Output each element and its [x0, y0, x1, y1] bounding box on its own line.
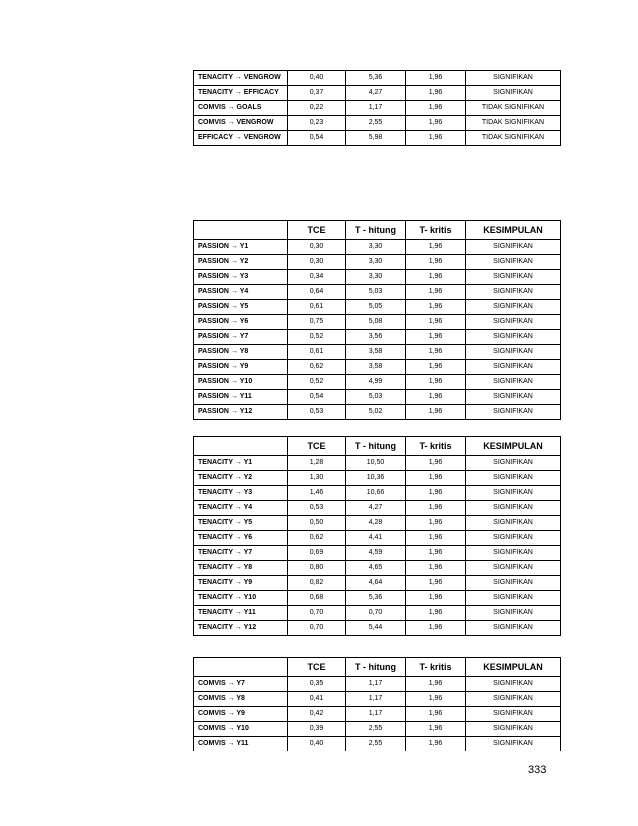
t-kritis-value: 1,96	[406, 606, 466, 621]
t-kritis-value: 1,96	[406, 116, 466, 131]
t-kritis-value: 1,96	[406, 471, 466, 486]
kesimpulan-value: SIGNIFIKAN	[466, 285, 561, 300]
t-hitung-value: 5,03	[346, 390, 406, 405]
kesimpulan-value: SIGNIFIKAN	[466, 531, 561, 546]
t-hitung-value: 3,30	[346, 270, 406, 285]
t-kritis-value: 1,96	[406, 240, 466, 255]
t-kritis-value: 1,96	[406, 576, 466, 591]
path-label: PASSION → Y12	[194, 405, 288, 420]
path-label: PASSION → Y4	[194, 285, 288, 300]
table-row	[194, 101, 561, 116]
t-hitung-value: 4,64	[346, 576, 406, 591]
kesimpulan-value: SIGNIFIKAN	[466, 300, 561, 315]
column-header: KESIMPULAN	[466, 658, 561, 677]
kesimpulan-value: SIGNIFIKAN	[466, 591, 561, 606]
comvis-results-table	[193, 657, 561, 751]
kesimpulan-value: SIGNIFIKAN	[466, 375, 561, 390]
t-hitung-value: 10,36	[346, 471, 406, 486]
tce-value: 0,69	[288, 546, 346, 561]
column-header: T- kritis	[406, 658, 466, 677]
tce-value: 0,39	[288, 722, 346, 737]
table-row	[194, 677, 561, 692]
t-hitung-value: 3,30	[346, 240, 406, 255]
path-label: TENACITY → Y5	[194, 516, 288, 531]
path-label: TENACITY → EFFICACY	[194, 86, 288, 101]
tce-value: 0,64	[288, 285, 346, 300]
t-kritis-value: 1,96	[406, 375, 466, 390]
tce-value: 1,30	[288, 471, 346, 486]
summary-table-top	[193, 70, 561, 146]
t-hitung-value: 5,98	[346, 131, 406, 146]
tce-value: 0,54	[288, 131, 346, 146]
t-kritis-value: 1,96	[406, 270, 466, 285]
tce-value: 0,41	[288, 692, 346, 707]
table-row	[194, 606, 561, 621]
table-row	[194, 516, 561, 531]
path-label: COMVIS → Y7	[194, 677, 288, 692]
path-label: EFFICACY → VENGROW	[194, 131, 288, 146]
path-label: TENACITY → Y4	[194, 501, 288, 516]
kesimpulan-value: SIGNIFIKAN	[466, 255, 561, 270]
t-hitung-value: 5,36	[346, 71, 406, 86]
path-label: COMVIS → Y10	[194, 722, 288, 737]
path-label: PASSION → Y9	[194, 360, 288, 375]
table-row	[194, 330, 561, 345]
passion-results-table	[193, 220, 561, 420]
path-label: TENACITY → Y11	[194, 606, 288, 621]
kesimpulan-value: TIDAK SIGNIFIKAN	[466, 116, 561, 131]
tenacity-results-table	[193, 436, 561, 636]
t-hitung-value: 4,65	[346, 561, 406, 576]
t-hitung-value: 0,70	[346, 606, 406, 621]
tce-value: 0,70	[288, 606, 346, 621]
t-kritis-value: 1,96	[406, 737, 466, 752]
column-header	[194, 437, 288, 456]
path-label: TENACITY → Y10	[194, 591, 288, 606]
path-label: TENACITY → Y7	[194, 546, 288, 561]
table-row	[194, 405, 561, 420]
table-header-row	[194, 221, 561, 240]
t-kritis-value: 1,96	[406, 707, 466, 722]
path-label: COMVIS → Y8	[194, 692, 288, 707]
kesimpulan-value: SIGNIFIKAN	[466, 456, 561, 471]
t-hitung-value: 4,27	[346, 501, 406, 516]
tce-value: 0,50	[288, 516, 346, 531]
kesimpulan-value: TIDAK SIGNIFIKAN	[466, 101, 561, 116]
t-kritis-value: 1,96	[406, 546, 466, 561]
tce-value: 0,40	[288, 71, 346, 86]
tce-value: 0,37	[288, 86, 346, 101]
t-kritis-value: 1,96	[406, 621, 466, 636]
kesimpulan-value: SIGNIFIKAN	[466, 677, 561, 692]
tce-value: 0,82	[288, 576, 346, 591]
t-kritis-value: 1,96	[406, 131, 466, 146]
table-row	[194, 240, 561, 255]
path-label: PASSION → Y11	[194, 390, 288, 405]
t-hitung-value: 5,44	[346, 621, 406, 636]
column-header: T- kritis	[406, 221, 466, 240]
tce-value: 0,40	[288, 737, 346, 752]
table-row	[194, 116, 561, 131]
table-row	[194, 255, 561, 270]
tce-value: 0,52	[288, 375, 346, 390]
t-kritis-value: 1,96	[406, 300, 466, 315]
table-row	[194, 131, 561, 146]
t-hitung-value: 5,02	[346, 405, 406, 420]
path-label: TENACITY → Y1	[194, 456, 288, 471]
table-row	[194, 270, 561, 285]
kesimpulan-value: TIDAK SIGNIFIKAN	[466, 131, 561, 146]
table-row	[194, 360, 561, 375]
path-label: PASSION → Y1	[194, 240, 288, 255]
kesimpulan-value: SIGNIFIKAN	[466, 576, 561, 591]
kesimpulan-value: SIGNIFIKAN	[466, 722, 561, 737]
t-kritis-value: 1,96	[406, 71, 466, 86]
path-label: TENACITY → Y8	[194, 561, 288, 576]
t-hitung-value: 5,08	[346, 315, 406, 330]
tce-value: 0,68	[288, 591, 346, 606]
path-label: TENACITY → Y6	[194, 531, 288, 546]
t-kritis-value: 1,96	[406, 255, 466, 270]
path-label: TENACITY → Y9	[194, 576, 288, 591]
tce-value: 0,75	[288, 315, 346, 330]
t-kritis-value: 1,96	[406, 101, 466, 116]
table-row	[194, 546, 561, 561]
table-row	[194, 285, 561, 300]
t-hitung-value: 2,55	[346, 722, 406, 737]
tce-value: 0,23	[288, 116, 346, 131]
path-label: PASSION → Y3	[194, 270, 288, 285]
table-row	[194, 576, 561, 591]
kesimpulan-value: SIGNIFIKAN	[466, 86, 561, 101]
kesimpulan-value: SIGNIFIKAN	[466, 240, 561, 255]
table-header-row	[194, 437, 561, 456]
tce-value: 0,62	[288, 360, 346, 375]
table-row	[194, 390, 561, 405]
table-row	[194, 531, 561, 546]
t-kritis-value: 1,96	[406, 345, 466, 360]
path-label: TENACITY → Y3	[194, 486, 288, 501]
kesimpulan-value: SIGNIFIKAN	[466, 692, 561, 707]
path-label: PASSION → Y8	[194, 345, 288, 360]
tce-value: 1,46	[288, 486, 346, 501]
table-row	[194, 300, 561, 315]
t-kritis-value: 1,96	[406, 531, 466, 546]
kesimpulan-value: SIGNIFIKAN	[466, 71, 561, 86]
t-kritis-value: 1,96	[406, 456, 466, 471]
kesimpulan-value: SIGNIFIKAN	[466, 516, 561, 531]
t-kritis-value: 1,96	[406, 360, 466, 375]
column-header	[194, 658, 288, 677]
t-kritis-value: 1,96	[406, 722, 466, 737]
t-hitung-value: 1,17	[346, 101, 406, 116]
kesimpulan-value: SIGNIFIKAN	[466, 405, 561, 420]
t-kritis-value: 1,96	[406, 692, 466, 707]
tce-value: 0,30	[288, 240, 346, 255]
column-header: KESIMPULAN	[466, 221, 561, 240]
kesimpulan-value: SIGNIFIKAN	[466, 546, 561, 561]
kesimpulan-value: SIGNIFIKAN	[466, 707, 561, 722]
table-row	[194, 315, 561, 330]
kesimpulan-value: SIGNIFIKAN	[466, 621, 561, 636]
tce-value: 0,34	[288, 270, 346, 285]
table-row	[194, 86, 561, 101]
t-kritis-value: 1,96	[406, 677, 466, 692]
t-hitung-value: 1,17	[346, 677, 406, 692]
t-hitung-value: 2,55	[346, 737, 406, 752]
column-header: TCE	[288, 437, 346, 456]
kesimpulan-value: SIGNIFIKAN	[466, 270, 561, 285]
t-kritis-value: 1,96	[406, 405, 466, 420]
t-hitung-value: 10,50	[346, 456, 406, 471]
path-label: COMVIS → Y11	[194, 737, 288, 752]
tce-value: 1,28	[288, 456, 346, 471]
t-hitung-value: 4,59	[346, 546, 406, 561]
t-kritis-value: 1,96	[406, 285, 466, 300]
path-label: TENACITY → Y2	[194, 471, 288, 486]
t-kritis-value: 1,96	[406, 330, 466, 345]
t-kritis-value: 1,96	[406, 86, 466, 101]
table-row	[194, 471, 561, 486]
column-header: KESIMPULAN	[466, 437, 561, 456]
table-row	[194, 722, 561, 737]
t-kritis-value: 1,96	[406, 516, 466, 531]
tce-value: 0,53	[288, 405, 346, 420]
tce-value: 0,30	[288, 255, 346, 270]
kesimpulan-value: SIGNIFIKAN	[466, 606, 561, 621]
t-hitung-value: 1,17	[346, 692, 406, 707]
kesimpulan-value: SIGNIFIKAN	[466, 315, 561, 330]
table-row	[194, 692, 561, 707]
column-header: T- kritis	[406, 437, 466, 456]
t-hitung-value: 2,55	[346, 116, 406, 131]
kesimpulan-value: SIGNIFIKAN	[466, 390, 561, 405]
t-kritis-value: 1,96	[406, 501, 466, 516]
t-kritis-value: 1,96	[406, 315, 466, 330]
kesimpulan-value: SIGNIFIKAN	[466, 330, 561, 345]
path-label: COMVIS → VENGROW	[194, 116, 288, 131]
tce-value: 0,42	[288, 707, 346, 722]
kesimpulan-value: SIGNIFIKAN	[466, 471, 561, 486]
path-label: TENACITY → Y12	[194, 621, 288, 636]
tce-value: 0,52	[288, 330, 346, 345]
tce-value: 0,70	[288, 621, 346, 636]
column-header: T - hitung	[346, 221, 406, 240]
table-row	[194, 375, 561, 390]
t-hitung-value: 5,03	[346, 285, 406, 300]
table-row	[194, 456, 561, 471]
column-header: TCE	[288, 221, 346, 240]
path-label: PASSION → Y10	[194, 375, 288, 390]
t-hitung-value: 4,99	[346, 375, 406, 390]
column-header	[194, 221, 288, 240]
table-row	[194, 737, 561, 752]
table-row	[194, 501, 561, 516]
kesimpulan-value: SIGNIFIKAN	[466, 561, 561, 576]
kesimpulan-value: SIGNIFIKAN	[466, 501, 561, 516]
t-hitung-value: 4,28	[346, 516, 406, 531]
t-hitung-value: 3,56	[346, 330, 406, 345]
t-kritis-value: 1,96	[406, 591, 466, 606]
table-row	[194, 561, 561, 576]
kesimpulan-value: SIGNIFIKAN	[466, 345, 561, 360]
kesimpulan-value: SIGNIFIKAN	[466, 486, 561, 501]
t-hitung-value: 4,41	[346, 531, 406, 546]
table-row	[194, 486, 561, 501]
path-label: PASSION → Y5	[194, 300, 288, 315]
kesimpulan-value: SIGNIFIKAN	[466, 737, 561, 752]
table-row	[194, 591, 561, 606]
t-hitung-value: 5,05	[346, 300, 406, 315]
path-label: TENACITY → VENGROW	[194, 71, 288, 86]
tce-value: 0,53	[288, 501, 346, 516]
tce-value: 0,61	[288, 345, 346, 360]
tce-value: 0,35	[288, 677, 346, 692]
column-header: T - hitung	[346, 437, 406, 456]
column-header: T - hitung	[346, 658, 406, 677]
path-label: PASSION → Y7	[194, 330, 288, 345]
path-label: PASSION → Y2	[194, 255, 288, 270]
path-label: PASSION → Y6	[194, 315, 288, 330]
t-kritis-value: 1,96	[406, 390, 466, 405]
path-label: COMVIS → GOALS	[194, 101, 288, 116]
t-hitung-value: 3,58	[346, 345, 406, 360]
table-row	[194, 621, 561, 636]
path-label: COMVIS → Y9	[194, 707, 288, 722]
t-hitung-value: 4,27	[346, 86, 406, 101]
t-hitung-value: 3,58	[346, 360, 406, 375]
table-row	[194, 707, 561, 722]
table-header-row	[194, 658, 561, 677]
t-hitung-value: 5,36	[346, 591, 406, 606]
tce-value: 0,80	[288, 561, 346, 576]
column-header: TCE	[288, 658, 346, 677]
table-row	[194, 345, 561, 360]
page-number: 333	[528, 764, 547, 776]
t-hitung-value: 1,17	[346, 707, 406, 722]
kesimpulan-value: SIGNIFIKAN	[466, 360, 561, 375]
t-hitung-value: 3,30	[346, 255, 406, 270]
t-kritis-value: 1,96	[406, 486, 466, 501]
tce-value: 0,54	[288, 390, 346, 405]
t-kritis-value: 1,96	[406, 561, 466, 576]
tce-value: 0,61	[288, 300, 346, 315]
tce-value: 0,22	[288, 101, 346, 116]
tce-value: 0,62	[288, 531, 346, 546]
table-row	[194, 71, 561, 86]
t-hitung-value: 10,66	[346, 486, 406, 501]
